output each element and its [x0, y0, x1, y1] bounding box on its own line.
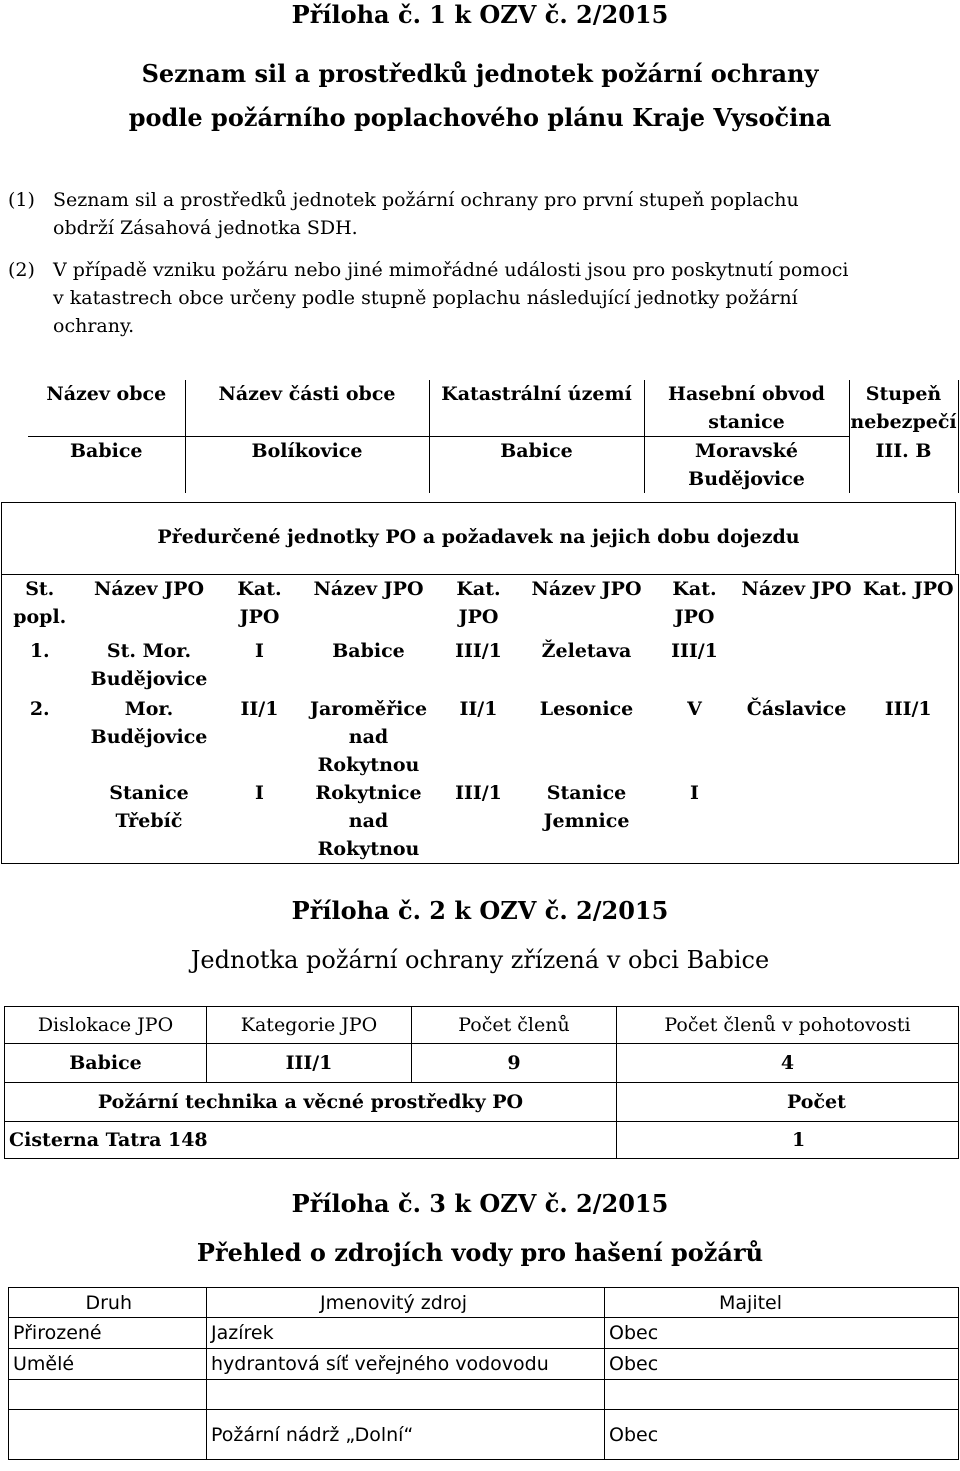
annex2-cell: Babice	[5, 1044, 207, 1083]
paragraph-2-line3: ochrany.	[53, 315, 135, 337]
paragraph-2-line2: v katastrech obce určeny podle stupně poplachu následující jednotky požární	[53, 287, 798, 309]
area-table	[28, 380, 959, 493]
annex3-header-type: Druh	[9, 1288, 207, 1318]
units-cell: III/1	[884, 697, 932, 720]
units-cell	[735, 637, 859, 695]
units-header-name-1: Název JPO	[93, 578, 205, 600]
annex1-title-line2: podle požárního poplachového plánu Kraje Vysočina	[128, 103, 832, 132]
paragraph-2-number: (2)	[8, 259, 35, 281]
table-row	[9, 1410, 959, 1460]
annex3-cell: Obec	[605, 1349, 959, 1380]
units-cell: Želetava	[541, 639, 632, 662]
table-row	[2, 779, 959, 864]
annex2-cell: 9	[412, 1044, 617, 1083]
units-header-cat-1: Kat. JPO	[237, 578, 282, 628]
table-row	[2, 637, 959, 695]
area-header-hazard: Stupeň nebezpečí	[849, 380, 958, 437]
area-cell-municipality: Babice	[28, 437, 185, 494]
equipment-header: Požární technika a věcné prostředky PO	[5, 1083, 617, 1122]
area-header-municipality: Název obce	[28, 380, 185, 437]
annex2-header-members: Počet členů	[412, 1007, 617, 1044]
annex3-header-source: Jmenovitý zdroj	[207, 1288, 605, 1318]
annex3-table	[8, 1287, 959, 1460]
annex3-cell	[207, 1380, 605, 1410]
annex2-header-on-duty: Počet členů v pohotovosti	[617, 1007, 959, 1044]
annex3-cell	[9, 1380, 207, 1410]
area-header-district: Hasební obvod stanice	[644, 380, 849, 437]
annex3-cell	[605, 1380, 959, 1410]
units-cell: Čáslavice	[746, 697, 847, 720]
units-cell: III/1	[455, 781, 502, 804]
units-cell: Mor. Budějovice	[90, 697, 208, 748]
annex2-title: Jednotka požární ochrany zřízená v obci Babice	[190, 946, 770, 974]
annex2-heading: Příloha č. 2 k OZV č. 2/2015	[291, 896, 669, 925]
area-cell-cadastral: Babice	[429, 437, 644, 494]
equipment-count: 1	[617, 1122, 959, 1159]
table-row	[9, 1318, 959, 1349]
annex3-cell: Přirozené	[9, 1318, 207, 1349]
annex3-title: Přehled o zdrojích vody pro hašení požárů	[196, 1238, 764, 1267]
units-cell: 2.	[29, 697, 50, 720]
annex3-cell: Obec	[605, 1410, 959, 1460]
units-cell: Rokytnice nad Rokytnou	[315, 781, 422, 860]
units-header-cat-3: Kat. JPO	[672, 578, 717, 628]
units-cell: 1.	[29, 639, 50, 662]
units-cell	[2, 779, 78, 864]
units-cell: II/1	[459, 697, 498, 720]
units-cell: II/1	[240, 697, 279, 720]
annex2-table	[4, 1006, 959, 1159]
annex3-header-owner: Majitel	[605, 1288, 959, 1318]
units-cell: III/1	[455, 639, 502, 662]
paragraph-1-line1: Seznam sil a prostředků jednotek požární ochrany pro první stupeň poplachu	[53, 189, 799, 211]
units-table	[1, 574, 959, 864]
table-row	[9, 1380, 959, 1410]
annex3-cell: Umělé	[9, 1349, 207, 1380]
units-header-name-3: Název JPO	[531, 578, 642, 600]
annex3-cell: hydrantová síť veřejného vodovodu	[207, 1349, 605, 1380]
annex2-header-dislocation: Dislokace JPO	[5, 1007, 207, 1044]
units-cell: Stanice Třebíč	[109, 781, 189, 832]
count-header: Počet	[617, 1083, 959, 1122]
units-header-name-2: Název JPO	[313, 578, 424, 600]
annex3-cell: Jazírek	[207, 1318, 605, 1349]
units-cell: V	[687, 697, 702, 720]
annex2-cell: III/1	[207, 1044, 412, 1083]
units-cell: Babice	[332, 639, 405, 662]
units-cell: Stanice Jemnice	[543, 781, 630, 832]
annex2-header-category: Kategorie JPO	[207, 1007, 412, 1044]
units-header-name-4: Název JPO	[741, 578, 852, 600]
units-header-level: St. popl.	[13, 578, 67, 628]
units-cell	[859, 779, 959, 864]
annex1-heading: Příloha č. 1 k OZV č. 2/2015	[291, 0, 669, 29]
equipment-item: Cisterna Tatra 148	[5, 1122, 617, 1159]
area-cell-hazard: III. B	[849, 437, 958, 494]
area-cell-district: Moravské Budějovice	[644, 437, 849, 494]
units-cell: I	[255, 781, 264, 804]
table-row	[5, 1044, 959, 1083]
paragraph-2-line1: V případě vzniku požáru nebo jiné mimořádné události jsou pro poskytnutí pomoci	[53, 259, 849, 281]
area-cell-part: Bolíkovice	[185, 437, 429, 494]
area-header-part: Název části obce	[185, 380, 429, 437]
units-cell	[859, 637, 959, 695]
annex1-title-line1: Seznam sil a prostředků jednotek požární ochrany	[141, 59, 819, 88]
units-header-cat-4: Kat. JPO	[862, 578, 954, 600]
paragraph-1-line2: obdrží Zásahová jednotka SDH.	[53, 217, 358, 239]
units-header-cat-2: Kat. JPO	[456, 578, 501, 628]
annex3-cell: Obec	[605, 1318, 959, 1349]
annex3-heading: Příloha č. 3 k OZV č. 2/2015	[291, 1189, 669, 1218]
units-cell: I	[690, 781, 699, 804]
table-row	[9, 1349, 959, 1380]
paragraph-1-number: (1)	[8, 189, 35, 211]
units-cell: Jaroměřice nad Rokytnou	[309, 697, 428, 776]
table-row	[2, 695, 959, 779]
units-cell: I	[255, 639, 264, 662]
units-cell: Lesonice	[539, 697, 634, 720]
units-cell	[735, 779, 859, 864]
annex3-cell: Požární nádrž „Dolní“	[207, 1410, 605, 1460]
units-title: Předurčené jednotky PO a požadavek na jejich dobu dojezdu	[1, 502, 956, 574]
annex2-cell: 4	[617, 1044, 959, 1083]
annex3-cell	[9, 1410, 207, 1460]
units-cell: St. Mor. Budějovice	[90, 639, 208, 690]
area-header-cadastral: Katastrální území	[429, 380, 644, 437]
units-cell: III/1	[671, 639, 718, 662]
